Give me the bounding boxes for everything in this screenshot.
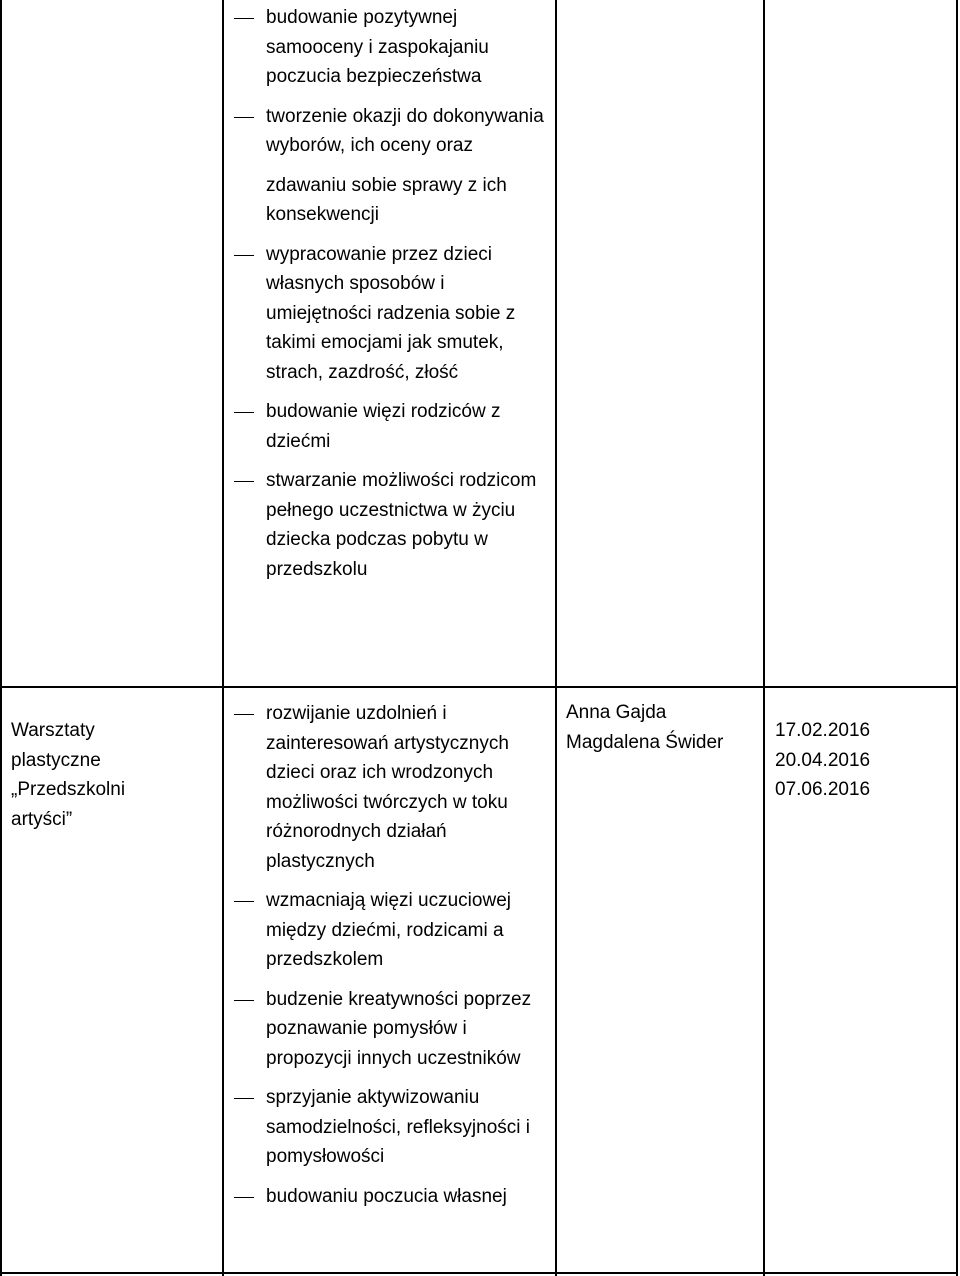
date-entry: 07.06.2016	[775, 779, 871, 800]
workshop-name-line: artyści”	[11, 808, 73, 830]
workshop-name-line: Warsztaty	[11, 720, 95, 741]
list-item-text: budowanie więzi rodziców z dziećmi	[266, 401, 501, 452]
table-divider-3	[763, 0, 765, 1276]
table-divider-1	[222, 0, 224, 1276]
list-item-text: rozwijanie uzdolnień i zainteresowań artystycznych dzieci oraz ich wrodzonych możliwości twórczych w toku różnorodnych działań plastycznych	[266, 703, 509, 872]
dash-bullet	[234, 255, 254, 256]
dash-bullet	[234, 1197, 254, 1198]
dash-bullet	[234, 1000, 254, 1001]
list-item	[266, 1182, 551, 1212]
list-item	[266, 3, 551, 92]
list-item-text: sprzyjanie aktywizowaniu samodzielności, refleksyjności i pomysłowości	[266, 1087, 530, 1167]
goals-cell-top	[266, 3, 551, 584]
date-entry: 17.02.2016	[775, 720, 871, 741]
workshop-name-cell	[11, 716, 216, 834]
dash-bullet	[234, 412, 254, 413]
list-item-text: tworzenie okazji do dokonywania wyborów, ich oceny oraz	[266, 105, 544, 156]
list-item	[266, 985, 551, 1074]
list-item	[266, 699, 551, 876]
list-item-text: wypracowanie przez dzieci własnych sposobów i umiejętności radzenia sobie z takimi emocjami jak smutek, strach, zazdrość, złość	[266, 243, 516, 383]
list-item-text: budowaniu poczucia własnej	[266, 1185, 507, 1207]
list-item-text: budzenie kreatywności poprzez poznawanie pomysłów i propozycji innych uczestników	[266, 988, 532, 1069]
list-item	[266, 466, 551, 584]
table-divider-2	[555, 0, 557, 1276]
person-name: Magdalena Świder	[566, 731, 724, 753]
dash-bullet	[234, 714, 254, 715]
person-name: Anna Gajda	[566, 702, 667, 723]
goals-list-workshop	[266, 699, 551, 1211]
list-item-text: stwarzanie możliwości rodzicom pełnego uczestnictwa w życiu dziecka podczas pobytu w przedszkolu	[266, 470, 537, 580]
dash-bullet	[234, 117, 254, 118]
list-item-text: wzmacniają więzi uczuciowej między dziećmi, rodzicami a przedszkolem	[266, 890, 511, 970]
dash-bullet	[234, 1098, 254, 1099]
list-item-text: budowanie pozytywnej samooceny i zaspokajaniu poczucia bezpieczeństwa	[266, 7, 489, 87]
persons-cell	[566, 698, 758, 757]
list-item-text: zdawaniu sobie sprawy z ich konsekwencji	[266, 174, 507, 225]
dash-bullet	[234, 901, 254, 902]
workshop-name-line: „Przedszkolni	[11, 779, 126, 800]
list-item	[266, 886, 551, 975]
table-border-bottom	[0, 1272, 958, 1274]
goals-cell-workshop	[266, 699, 551, 1211]
date-entry: 20.04.2016	[775, 749, 871, 771]
list-item	[266, 102, 551, 161]
list-item	[266, 1083, 551, 1172]
list-item	[266, 171, 551, 230]
list-item	[266, 240, 551, 388]
row-divider	[0, 686, 958, 688]
list-item	[266, 397, 551, 456]
dash-bullet	[234, 18, 254, 19]
table-border-right	[956, 0, 958, 1276]
dates-cell	[775, 716, 953, 805]
dash-bullet	[234, 481, 254, 482]
table-border-left	[0, 0, 2, 1276]
goals-list-top	[266, 3, 551, 584]
workshop-name-line: plastyczne	[11, 749, 101, 771]
